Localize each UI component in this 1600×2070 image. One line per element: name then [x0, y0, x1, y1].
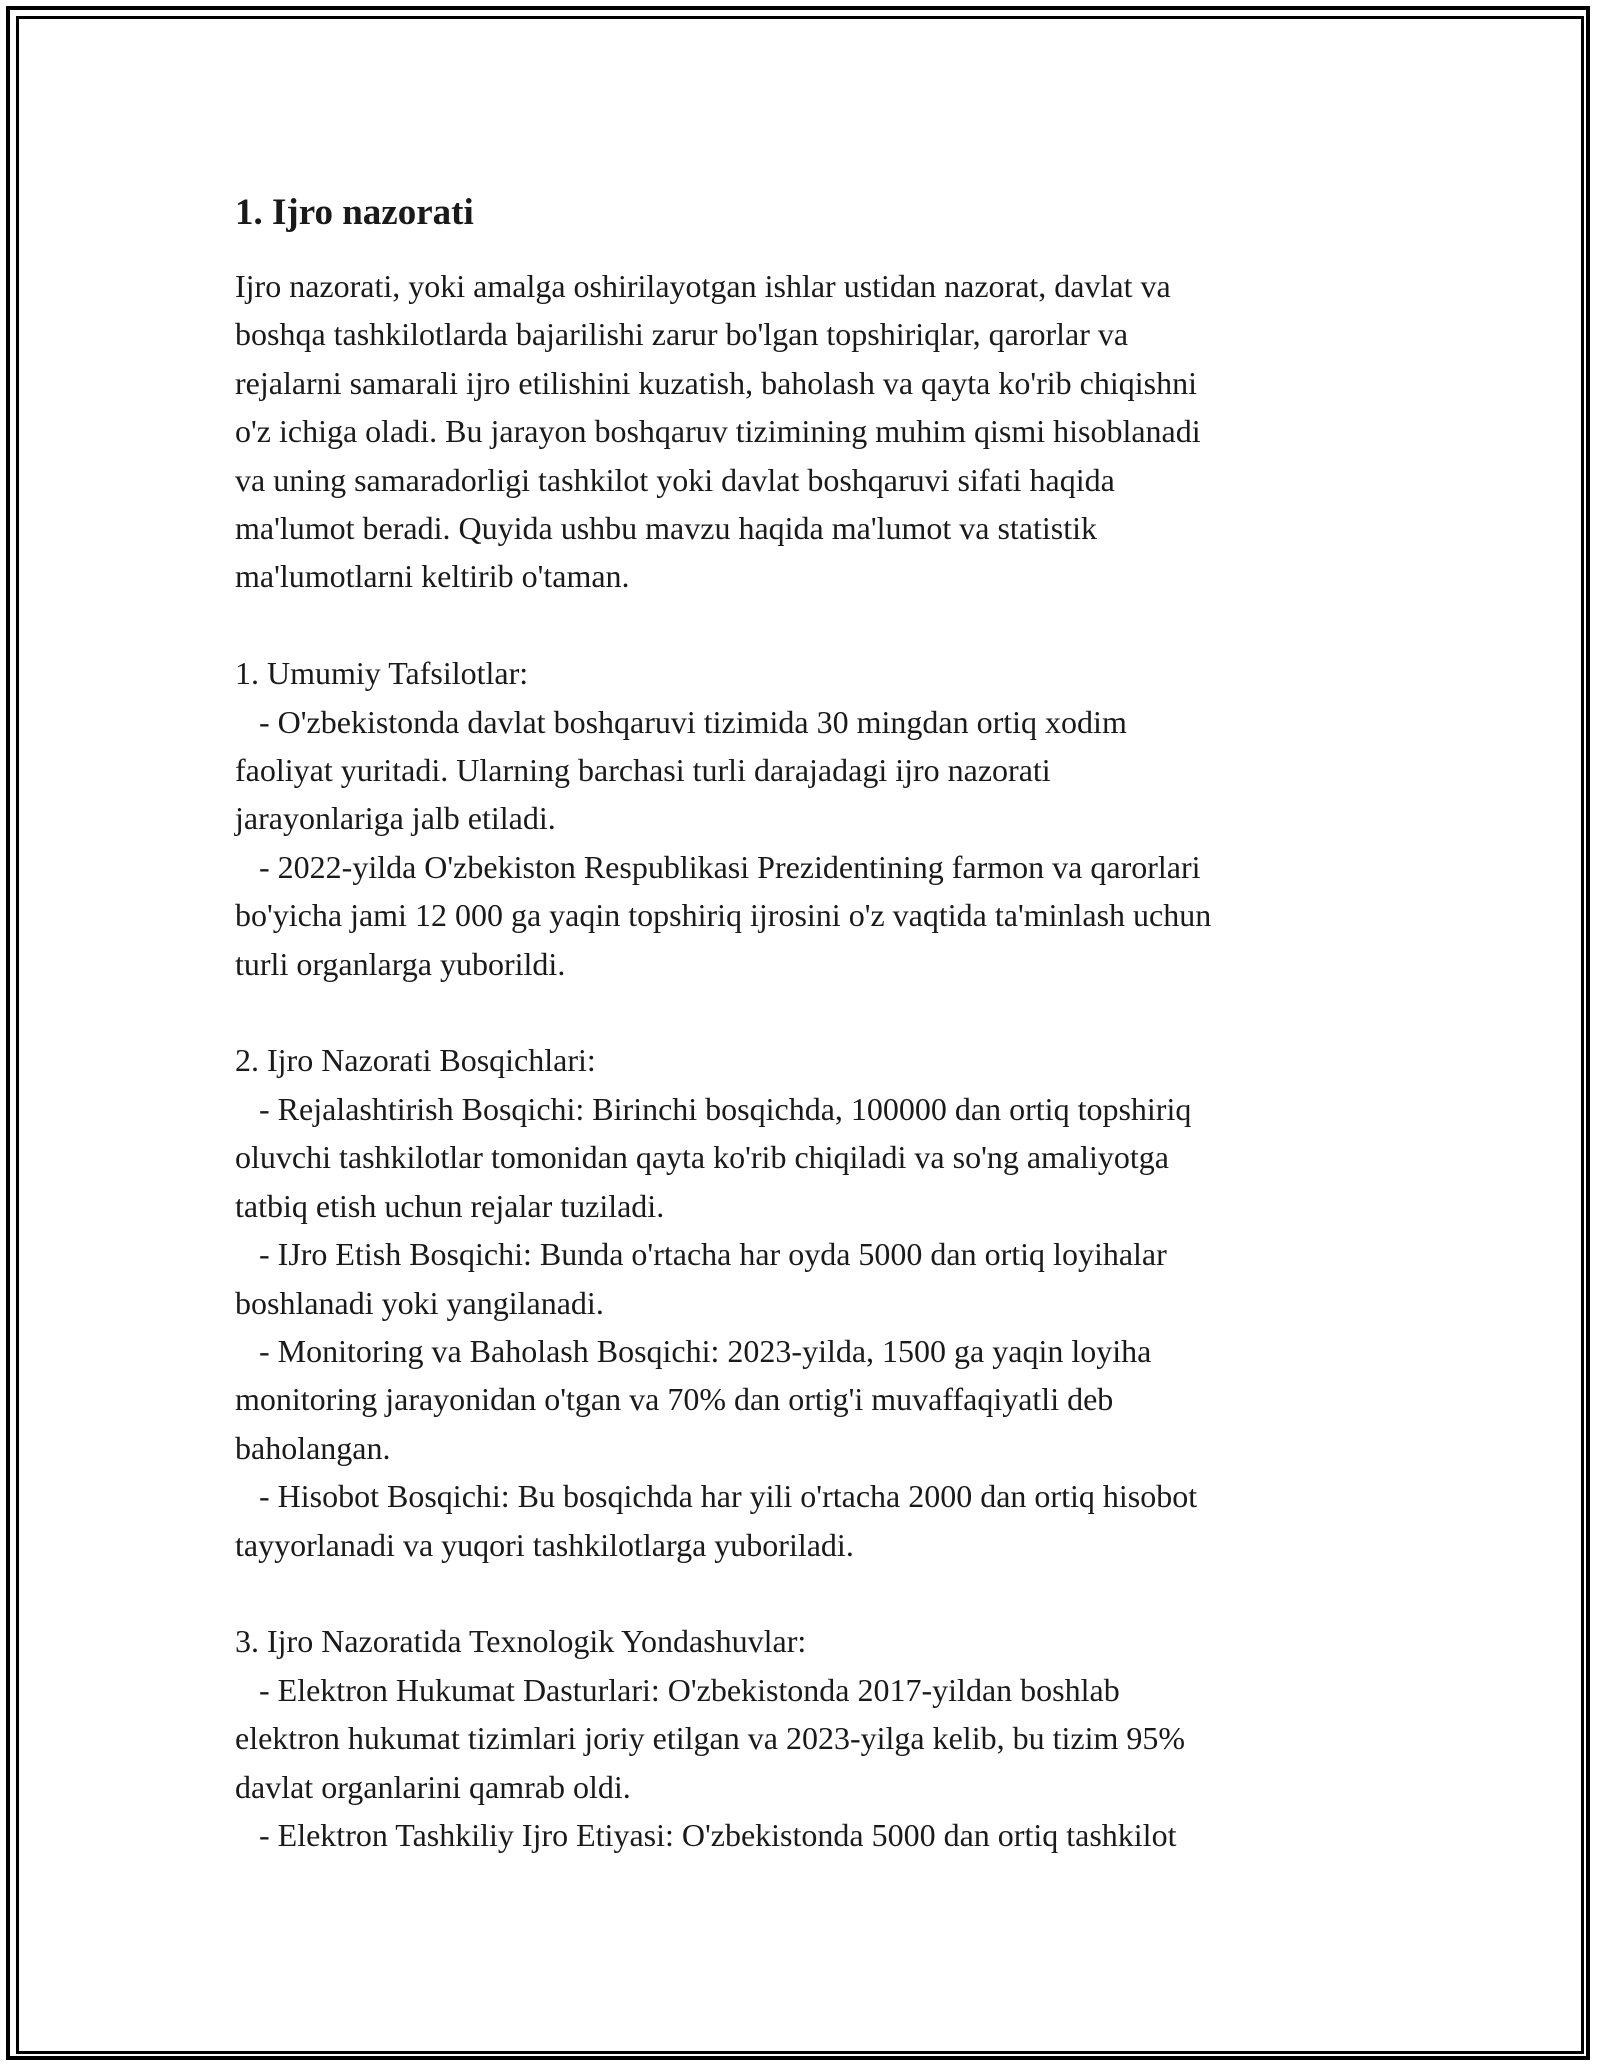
document-body [235, 186, 1375, 1859]
section-heading: 1. Umumiy Tafsilotlar: [235, 655, 529, 692]
section-heading: 2. Ijro Nazorati Bosqichlari: [235, 1042, 596, 1079]
section-2 [235, 1036, 1375, 1568]
bullet-item: - Rejalashtirish Bosqichi: Birinchi bosqichda, 100000 dan ortiq topshiriq oluvchi tashkilotlar tomonidan qayta ko'rib chiqiladi va so'ng amaliyotga tatbiq etish uchun rejalar tuziladi. [235, 1090, 1192, 1224]
intro-paragraph: Ijro nazorati, yoki amalga oshirilayotgan ishlar ustidan nazorat, davlat va boshqa tashkilotlarda bajarilishi zarur bo'lgan topshiriqlar, qarorlar va rejalarni samarali ijro etilishini kuzatish, baholash va qayta ko'rib chiqishni o'z ichiga oladi. Bu jarayon boshqaruv tizimining muhim qismi hisoblanadi va uning samaradorligi tashkilot yoki davlat boshqaruvi sifati haqida ma'lumot beradi. Quyida ushbu mavzu haqida ma'lumot va statistik ma'lumotlarni keltirib o'taman. [235, 268, 1201, 595]
section-heading: 3. Ijro Nazoratida Texnologik Yondashuvlar: [235, 1623, 807, 1660]
spacer [235, 988, 1375, 1036]
section-1 [235, 649, 1375, 988]
bullet-item: - Elektron Tashkiliy Ijro Etiyasi: O'zbekistonda 5000 dan ortiq tashkilot [235, 1816, 1177, 1853]
bullet-item: - Monitoring va Baholash Bosqichi: 2023-yilda, 1500 ga yaqin loyiha monitoring jarayonidan o'tgan va 70% dan ortig'i muvaffaqiyatli deb baholangan. [235, 1332, 1152, 1466]
document-title: 1. Ijro nazorati [235, 192, 474, 233]
spacer [235, 1569, 1375, 1617]
section-3 [235, 1617, 1375, 1859]
spacer [235, 601, 1375, 649]
bullet-item: - Hisobot Bosqichi: Bu bosqichda har yili o'rtacha 2000 dan ortiq hisobot tayyorlanadi va yuqori tashkilotlarga yuboriladi. [235, 1478, 1198, 1563]
bullet-item: - 2022-yilda O'zbekiston Respublikasi Prezidentining farmon va qarorlari bo'yicha jami 12 000 ga yaqin topshiriq ijrosini o'z vaqtida ta'minlash uchun turli organlarga yuborildi. [235, 848, 1212, 982]
bullet-item: - O'zbekistonda davlat boshqaruvi tizimida 30 mingdan ortiq xodim faoliyat yuritadi. Ularning barchasi turli darajadagi ijro nazorati jarayonlariga jalb etiladi. [235, 703, 1127, 837]
bullet-item: - IJro Etish Bosqichi: Bunda o'rtacha har oyda 5000 dan ortiq loyihalar boshlanadi yoki yangilanadi. [235, 1236, 1167, 1321]
bullet-item: - Elektron Hukumat Dasturlari: O'zbekistonda 2017-yildan boshlab elektron hukumat tizimlari joriy etilgan va 2023-yilga kelib, bu tizim 95% davlat organlarini qamrab oldi. [235, 1671, 1185, 1805]
